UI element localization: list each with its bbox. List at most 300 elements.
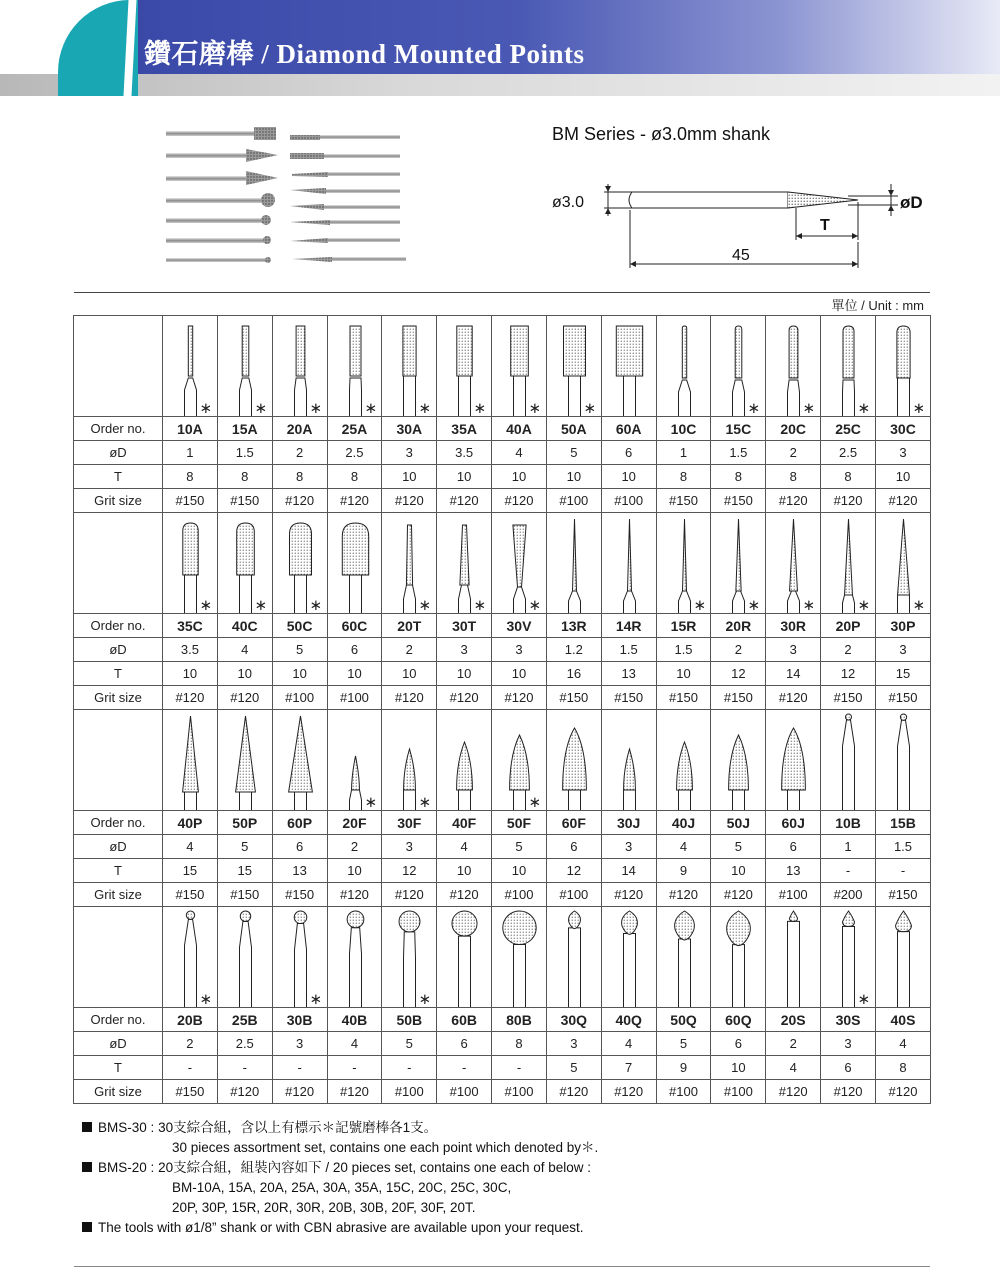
tool-image-cell xyxy=(217,316,272,417)
tool-image-cell xyxy=(875,907,930,1008)
length-t-cell: - xyxy=(217,1056,272,1080)
assortment-star-icon: ∗ xyxy=(528,399,542,416)
grit-size-cell: #120 xyxy=(327,1080,382,1104)
grit-size-cell: #100 xyxy=(327,686,382,710)
grit-size-cell: #120 xyxy=(766,1080,821,1104)
order-number-row xyxy=(74,614,931,638)
tool-head xyxy=(242,326,249,376)
length-t-cell: - xyxy=(382,1056,437,1080)
tool-drawing-30v xyxy=(492,513,547,613)
grit-size-cell: #150 xyxy=(272,883,327,907)
tool-drawing-14r xyxy=(602,513,657,613)
tool-head xyxy=(288,716,312,792)
length-t-cell: - xyxy=(272,1056,327,1080)
tool-head xyxy=(900,714,906,720)
tool-head xyxy=(898,519,910,595)
tool-drawing-20p xyxy=(821,513,876,613)
tool-image-cell xyxy=(711,513,766,614)
tool-image-cell xyxy=(382,316,437,417)
note-bms30-text-zh: 30支綜合組，含以上有標示＊記號磨棒各1支。 xyxy=(158,1120,438,1135)
tool-image-cell xyxy=(656,710,711,811)
length-t-cell: 13 xyxy=(601,662,656,686)
tool-head xyxy=(627,519,631,591)
diameter-cell: 4 xyxy=(492,441,547,465)
bullet-square-icon xyxy=(82,1162,92,1172)
tool-image-row xyxy=(74,513,931,614)
tool-image-cell xyxy=(546,513,601,614)
diameter-cell: 1 xyxy=(821,835,876,859)
tool-head xyxy=(674,911,694,940)
diameter-row xyxy=(74,638,931,662)
diameter-cell: 2.5 xyxy=(217,1032,272,1056)
grit-size-cell: #100 xyxy=(766,883,821,907)
empty-label-cell xyxy=(74,513,163,614)
tool-image-cell xyxy=(163,907,218,1008)
tool-head xyxy=(790,519,798,591)
diameter-cell: 5 xyxy=(382,1032,437,1056)
empty-label-cell xyxy=(74,907,163,1008)
tool-head xyxy=(457,326,472,376)
order-number-cell: 13R xyxy=(546,614,601,638)
diameter-cell: 5 xyxy=(711,835,766,859)
length-t-cell: 10 xyxy=(217,662,272,686)
tool-drawing-30b xyxy=(273,907,328,1007)
tool-image-cell xyxy=(217,710,272,811)
length-t-cell: 8 xyxy=(875,1056,930,1080)
diameter-cell: 4 xyxy=(875,1032,930,1056)
length-t-cell: 15 xyxy=(163,859,218,883)
assortment-star-icon: ∗ xyxy=(747,399,761,416)
tool-drawing-20a xyxy=(273,316,328,416)
length-t-cell: 10 xyxy=(163,662,218,686)
tool-image-row xyxy=(74,316,931,417)
length-t-cell: 8 xyxy=(327,465,382,489)
order-number-cell: 20R xyxy=(711,614,766,638)
order-number-cell: 40B xyxy=(327,1008,382,1032)
diameter-cell: 4 xyxy=(656,835,711,859)
tool-drawing-25c xyxy=(821,316,876,416)
length-t-cell: 10 xyxy=(546,465,601,489)
tool-image-cell xyxy=(382,513,437,614)
order-number-cell: 50Q xyxy=(656,1008,711,1032)
tool-head xyxy=(782,728,806,790)
order-number-cell: 25A xyxy=(327,417,382,441)
tool-drawing-60b xyxy=(437,907,492,1007)
grit-size-row xyxy=(74,1080,931,1104)
length-t-cell: 13 xyxy=(272,859,327,883)
tool-drawing-30c xyxy=(876,316,931,416)
diameter-row xyxy=(74,1032,931,1056)
assortment-star-icon: ∗ xyxy=(802,399,816,416)
order-number-row xyxy=(74,811,931,835)
note-bms20-text: 20支綜合組，組裝內容如下 / 20 pieces set, contains one each of below : xyxy=(158,1160,592,1175)
length-t-cell: 16 xyxy=(546,662,601,686)
tool-head xyxy=(623,749,635,790)
order-number-cell: 20P xyxy=(821,614,876,638)
length-t-row xyxy=(74,465,931,489)
diameter-cell: 6 xyxy=(327,638,382,662)
tool-image-cell xyxy=(492,710,547,811)
tool-shank xyxy=(404,932,416,1007)
bottom-rule xyxy=(74,1266,930,1267)
order-number-cell: 20C xyxy=(766,417,821,441)
diameter-cell: 6 xyxy=(546,835,601,859)
tool-drawing-30a xyxy=(382,316,437,416)
length-t-cell: 8 xyxy=(163,465,218,489)
tool-image-cell xyxy=(437,710,492,811)
tool-shank xyxy=(185,792,197,810)
diameter-cell: 3 xyxy=(492,638,547,662)
tool-shank xyxy=(294,378,306,416)
note-separator: : xyxy=(150,1160,155,1175)
photo-right-tools xyxy=(290,135,406,262)
tool-head xyxy=(237,523,255,575)
diameter-cell: 2 xyxy=(821,638,876,662)
tool-drawing-40q xyxy=(602,907,657,1007)
order-number-cell: 15R xyxy=(656,614,711,638)
grit-size-cell: #120 xyxy=(601,883,656,907)
assortment-star-icon: ∗ xyxy=(199,990,213,1007)
length-t-label: T xyxy=(74,1056,163,1080)
tool-shank xyxy=(294,575,306,613)
length-t-cell: 10 xyxy=(437,859,492,883)
order-number-cell: 10A xyxy=(163,417,218,441)
bullet-square-icon xyxy=(82,1222,92,1232)
assortment-star-icon: ∗ xyxy=(309,596,322,613)
order-number-cell: 80B xyxy=(492,1008,547,1032)
diameter-cell: 6 xyxy=(601,441,656,465)
dimension-diagram xyxy=(548,176,938,276)
tool-shank xyxy=(349,378,361,416)
tool-image-cell xyxy=(711,710,766,811)
tool-image-cell xyxy=(546,316,601,417)
grit-size-cell: #120 xyxy=(766,489,821,513)
tool-head xyxy=(843,326,854,378)
length-t-cell: 12 xyxy=(546,859,601,883)
tool-image-cell xyxy=(601,907,656,1008)
diameter-cell: 2.5 xyxy=(327,441,382,465)
assortment-star-icon: ∗ xyxy=(857,596,871,613)
tool-image-cell xyxy=(327,513,382,614)
section-divider xyxy=(74,292,930,293)
diameter-cell: 4 xyxy=(327,1032,382,1056)
tool-head xyxy=(183,523,198,575)
tool-drawing-13r xyxy=(547,513,602,613)
assortment-star-icon: ∗ xyxy=(418,399,432,416)
diameter-cell: 3 xyxy=(272,1032,327,1056)
tool-image-cell xyxy=(601,316,656,417)
tool-shank xyxy=(623,933,635,1007)
empty-label-cell xyxy=(74,710,163,811)
order-number-cell: 50J xyxy=(711,811,766,835)
order-number-cell: 15C xyxy=(711,417,766,441)
grit-size-label: Grit size xyxy=(74,686,163,710)
diameter-cell: 6 xyxy=(711,1032,766,1056)
note-bms30-text-en: 30 pieces assortment set, contains one each point which denoted by＊. xyxy=(172,1140,599,1155)
bullet-square-icon xyxy=(82,1122,92,1132)
order-number-cell: 30J xyxy=(601,811,656,835)
tool-image-cell xyxy=(766,907,821,1008)
order-number-cell: 10C xyxy=(656,417,711,441)
order-number-cell: 50B xyxy=(382,1008,437,1032)
tool-head xyxy=(563,728,587,790)
tool-head xyxy=(350,326,361,376)
tool-drawing-60c xyxy=(328,513,383,613)
diameter-cell: 2.5 xyxy=(821,441,876,465)
tool-head xyxy=(736,519,741,591)
tool-head xyxy=(399,911,420,932)
assortment-star-icon: ∗ xyxy=(473,399,487,416)
diameter-cell: 6 xyxy=(437,1032,492,1056)
tool-head xyxy=(403,326,416,376)
unit-label: 單位 / Unit : mm xyxy=(831,298,924,313)
diameter-cell: 2 xyxy=(766,1032,821,1056)
diameter-cell: 8 xyxy=(492,1032,547,1056)
length-t-cell: 5 xyxy=(546,1056,601,1080)
tool-head xyxy=(294,911,307,924)
tool-shank xyxy=(843,720,855,810)
tool-image-cell xyxy=(492,316,547,417)
series-title: BM Series - ø3.0mm shank xyxy=(552,124,771,144)
tool-drawing-10b xyxy=(821,710,876,810)
tool-head xyxy=(682,519,686,591)
length-t-cell: 8 xyxy=(711,465,766,489)
grit-size-cell: #100 xyxy=(546,883,601,907)
diameter-cell: 3 xyxy=(382,441,437,465)
grit-size-label: Grit size xyxy=(74,883,163,907)
diameter-cell: 1.5 xyxy=(711,441,766,465)
grit-size-label: Grit size xyxy=(74,1080,163,1104)
diameter-cell: 3 xyxy=(437,638,492,662)
diameter-cell: 1.2 xyxy=(546,638,601,662)
tool-image-cell xyxy=(382,907,437,1008)
grit-size-cell: #100 xyxy=(492,883,547,907)
grit-size-cell: #120 xyxy=(656,883,711,907)
length-t-cell: 10 xyxy=(656,662,711,686)
tool-drawing-15c xyxy=(711,316,766,416)
grit-size-cell: #150 xyxy=(875,883,930,907)
tool-image-cell xyxy=(272,907,327,1008)
tool-head xyxy=(186,911,194,919)
order-number-cell: 60C xyxy=(327,614,382,638)
tool-drawing-25b xyxy=(218,907,273,1007)
order-number-cell: 15B xyxy=(875,811,930,835)
order-number-cell: 25C xyxy=(821,417,876,441)
tool-image-cell xyxy=(821,513,876,614)
grit-size-cell: #150 xyxy=(875,686,930,710)
t-dimension-label: T xyxy=(820,217,830,234)
assortment-star-icon: ∗ xyxy=(747,596,761,613)
tool-head xyxy=(460,525,469,585)
length-t-cell: 8 xyxy=(217,465,272,489)
grit-size-cell: #100 xyxy=(711,1080,766,1104)
tool-shank xyxy=(788,790,800,810)
tool-head xyxy=(296,326,305,376)
tool-drawing-20f xyxy=(328,710,383,810)
tool-image-cell xyxy=(821,316,876,417)
order-number-cell: 30Q xyxy=(546,1008,601,1032)
tool-image-cell xyxy=(272,316,327,417)
order-number-cell: 35C xyxy=(163,614,218,638)
assortment-star-icon: ∗ xyxy=(583,399,596,416)
assortment-star-icon: ∗ xyxy=(693,596,706,613)
tool-shank xyxy=(514,587,526,613)
length-t-cell: 10 xyxy=(327,859,382,883)
length-dimension-label: 45 xyxy=(732,247,750,264)
tool-image-cell xyxy=(821,710,876,811)
tool-drawing-40f xyxy=(437,710,492,810)
tool-drawing-30q xyxy=(547,907,602,1007)
diameter-cell: 1 xyxy=(656,441,711,465)
diameter-cell: 1.5 xyxy=(875,835,930,859)
grit-size-cell: #120 xyxy=(711,883,766,907)
order-number-cell: 40J xyxy=(656,811,711,835)
grit-size-cell: #120 xyxy=(217,686,272,710)
tool-drawing-40p xyxy=(163,710,218,810)
length-t-cell: 4 xyxy=(766,1056,821,1080)
tool-shank xyxy=(459,376,471,416)
grit-size-cell: #120 xyxy=(382,686,437,710)
tool-shank xyxy=(623,376,635,416)
order-number-cell: 30S xyxy=(821,1008,876,1032)
order-number-cell: 20F xyxy=(327,811,382,835)
assortment-star-icon: ∗ xyxy=(912,596,926,613)
order-number-cell: 60F xyxy=(546,811,601,835)
tool-shank xyxy=(678,591,690,613)
diameter-cell: 5 xyxy=(492,835,547,859)
assortment-star-icon: ∗ xyxy=(912,399,926,416)
note-tools-text: The tools with ø1/8” shank or with CBN abrasive are available upon your request. xyxy=(98,1220,584,1235)
diameter-cell: 3 xyxy=(821,1032,876,1056)
tool-drawing-60a xyxy=(602,316,657,416)
diameter-cell: 1.5 xyxy=(601,638,656,662)
spec-table xyxy=(73,315,931,1104)
tool-shank xyxy=(568,591,580,613)
assortment-star-icon: ∗ xyxy=(802,596,816,613)
order-number-cell: 60Q xyxy=(711,1008,766,1032)
tool-shank xyxy=(843,380,855,416)
tool-head xyxy=(457,742,473,790)
tool-image-cell xyxy=(272,513,327,614)
diameter-cell: 1.5 xyxy=(217,441,272,465)
tool-shank xyxy=(294,924,306,1007)
length-t-row xyxy=(74,662,931,686)
assortment-star-icon: ∗ xyxy=(364,399,377,416)
tool-drawing-20t xyxy=(382,513,437,613)
note-tools xyxy=(82,1218,598,1238)
tool-shank xyxy=(404,376,416,416)
tool-shank xyxy=(623,790,635,810)
tool-image-cell xyxy=(272,710,327,811)
tool-drawing-15a xyxy=(218,316,273,416)
grit-size-cell: #150 xyxy=(656,686,711,710)
tool-drawing-10c xyxy=(657,316,712,416)
tool-shank xyxy=(239,921,251,1007)
length-t-label: T xyxy=(74,859,163,883)
tool-head xyxy=(235,716,255,792)
diameter-cell: 2 xyxy=(382,638,437,662)
tool-head xyxy=(790,911,798,921)
tool-shank xyxy=(733,380,745,416)
grit-size-row xyxy=(74,489,931,513)
diameter-cell: 6 xyxy=(766,835,821,859)
order-number-cell: 20T xyxy=(382,614,437,638)
order-number-row xyxy=(74,1008,931,1032)
tool-shank xyxy=(349,575,361,613)
order-number-cell: 30R xyxy=(766,614,821,638)
tool-head xyxy=(621,911,637,934)
tool-image-cell xyxy=(766,710,821,811)
diameter-cell: 4 xyxy=(217,638,272,662)
tool-shank xyxy=(404,585,416,613)
order-number-cell: 30B xyxy=(272,1008,327,1032)
order-number-cell: 10B xyxy=(821,811,876,835)
assortment-star-icon: ∗ xyxy=(473,596,487,613)
note-separator: : xyxy=(150,1120,155,1135)
length-t-cell: 12 xyxy=(711,662,766,686)
tool-image-cell xyxy=(546,710,601,811)
assortment-star-icon: ∗ xyxy=(857,399,871,416)
grit-size-cell: #150 xyxy=(546,686,601,710)
length-t-cell: - xyxy=(821,859,876,883)
tool-drawing-60f xyxy=(547,710,602,810)
tool-shank xyxy=(843,926,855,1007)
length-t-cell: 9 xyxy=(656,859,711,883)
tool-shank xyxy=(294,792,306,810)
photo-left-tools xyxy=(166,127,278,263)
order-number-label: Order no. xyxy=(74,1008,163,1032)
tool-drawing-60q xyxy=(711,907,766,1007)
tool-image-cell xyxy=(711,316,766,417)
diameter-label: øD xyxy=(74,441,163,465)
order-number-label: Order no. xyxy=(74,614,163,638)
diameter-cell: 2 xyxy=(163,1032,218,1056)
grit-size-cell: #120 xyxy=(382,489,437,513)
tool-shank xyxy=(514,944,526,1007)
length-t-cell: 15 xyxy=(875,662,930,686)
header-grey-band xyxy=(0,74,1000,96)
grit-size-label: Grit size xyxy=(74,489,163,513)
order-number-cell: 60A xyxy=(601,417,656,441)
order-number-cell: 50A xyxy=(546,417,601,441)
tool-image-cell xyxy=(875,513,930,614)
empty-label-cell xyxy=(74,316,163,417)
assortment-star-icon: ∗ xyxy=(857,990,871,1007)
diameter-cell: 3 xyxy=(601,835,656,859)
diameter-cell: 3 xyxy=(382,835,437,859)
grit-size-cell: #150 xyxy=(656,489,711,513)
d-dimension-label: øD xyxy=(900,193,923,212)
tool-head xyxy=(682,326,686,378)
length-t-cell: 8 xyxy=(272,465,327,489)
tool-image-cell xyxy=(217,513,272,614)
length-t-cell: 10 xyxy=(601,465,656,489)
tool-shank xyxy=(514,376,526,416)
order-number-cell: 30F xyxy=(382,811,437,835)
grit-size-cell: #200 xyxy=(821,883,876,907)
tool-drawing-50b xyxy=(382,907,437,1007)
order-number-cell: 20S xyxy=(766,1008,821,1032)
tool-shank xyxy=(185,919,197,1007)
tool-shank xyxy=(404,790,416,810)
diameter-row xyxy=(74,441,931,465)
diameter-cell: 5 xyxy=(546,441,601,465)
tool-shank xyxy=(514,790,526,810)
note-bms20 xyxy=(82,1158,598,1178)
diameter-cell: 5 xyxy=(656,1032,711,1056)
tool-image-cell xyxy=(437,316,492,417)
order-number-cell: 40P xyxy=(163,811,218,835)
